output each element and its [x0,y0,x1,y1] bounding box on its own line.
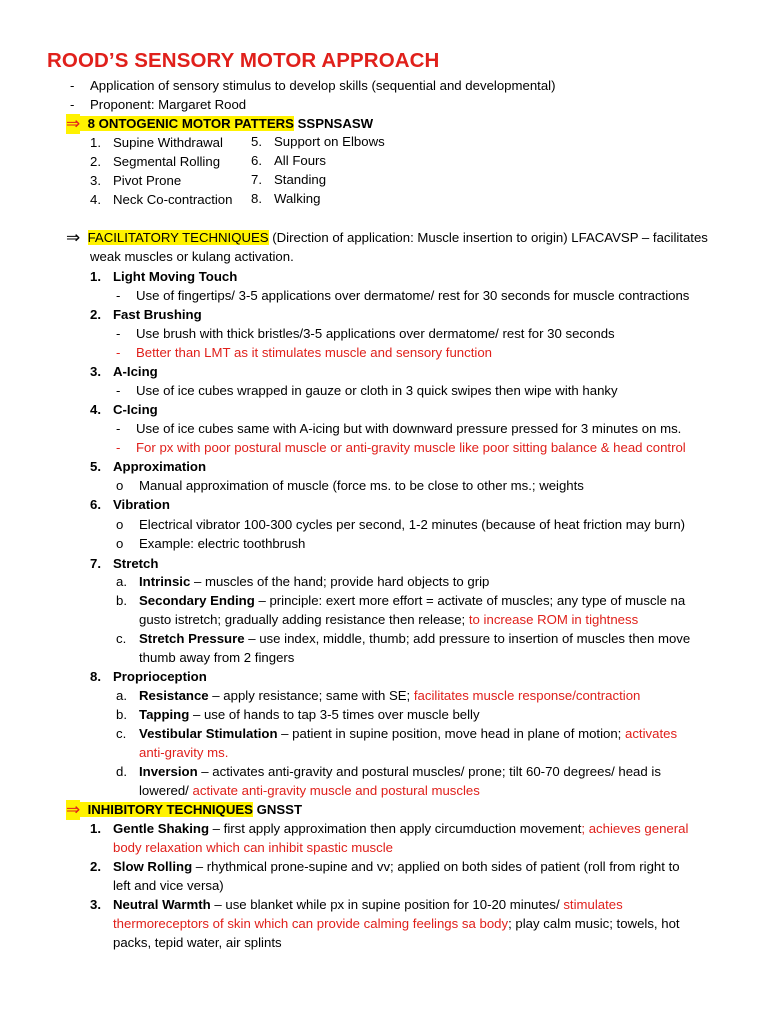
list-letter: c. [116,631,127,646]
list-number: 6. [90,497,101,512]
technique-detail: Use brush with thick bristles/3-5 applications over dermatome/ rest for 30 seconds [136,326,615,341]
list-number: 7. [90,556,101,571]
technique-note: For px with poor postural muscle or anti-gravity muscle like poor sitting balance & head control [136,440,686,455]
sub-technique-text: – principle: exert more effort = activate of muscles; any type of muscle na [254,593,686,608]
list-letter: c. [116,726,127,741]
technique-detail: Manual approximation of muscle (force ms. to be close to other ms.; weights [139,478,584,493]
technique-detail: Example: electric toothbrush [139,536,306,551]
list-letter: b. [116,593,127,608]
sub-technique-text: lowered/ [139,783,193,798]
dash-bullet: - [116,345,121,360]
circle-bullet: o [116,517,124,532]
list-item: All Fours [274,153,327,168]
technique-title: Proprioception [113,669,207,684]
technique-title: Light Moving Touch [113,269,238,284]
list-number: 7. [251,172,262,187]
inhibitory-technique [113,820,688,837]
sub-technique [139,592,685,609]
sub-technique-note: anti-gravity ms. [139,745,229,760]
sub-technique-text: – activates anti-gravity and postural muscles/ prone; tilt 60-70 degrees/ head is [197,764,661,779]
list-item: Support on Elbows [274,134,385,149]
technique-text: – first apply approximation then apply circumduction movement [209,821,582,836]
sub-technique-term: Intrinsic [139,574,191,589]
sub-technique-text: – use index, middle, thumb; add pressure to insertion of muscles then move [244,631,691,646]
dash-bullet: - [70,78,75,93]
list-item: Supine Withdrawal [113,135,223,150]
list-item: Pivot Prone [113,173,182,188]
sub-technique [139,763,661,780]
list-item: Neck Co-contraction [113,192,233,207]
list-number: 2. [90,154,101,169]
list-number: 5. [90,459,101,474]
list-item: Walking [274,191,321,206]
circle-bullet: o [116,478,124,493]
technique-note: ; achieves general [581,821,689,836]
list-number: 1. [90,135,101,150]
inhibitory-technique-continued [113,915,680,932]
document-title: ROOD’S SENSORY MOTOR APPROACH [47,49,440,72]
sub-technique-term: Resistance [139,688,209,703]
technique-title: Stretch [113,556,159,571]
section-description: (Direction of application: Muscle insertion to origin) LFACAVSP – facilitates [268,230,708,245]
list-item: Standing [274,172,327,187]
technique-note: stimulates [563,897,623,912]
dash-bullet: - [116,440,121,455]
sub-technique-continued [139,782,480,799]
technique-note: Better than LMT as it stimulates muscle and sensory function [136,345,492,360]
sub-technique-continued [139,611,638,628]
technique-detail: Electrical vibrator 100-300 cycles per second, 1-2 minutes (because of heat friction may burn) [139,517,686,532]
arrow-icon: ⇒ [66,800,81,820]
technique-text: ; play calm music; towels, hot [508,916,680,931]
sub-technique-text: – apply resistance; same with SE; [208,688,414,703]
inhibitory-heading-line [66,801,302,819]
intro-line: Proponent: Margaret Rood [90,97,247,112]
technique-term: Slow Rolling [113,859,193,874]
arrow-icon: ⇒ [66,114,81,134]
sub-technique [139,687,640,704]
list-number: 3. [90,364,101,379]
technique-title: A-Icing [113,364,158,379]
sub-technique-text: thumb away from 2 fingers [139,650,295,665]
circle-bullet: o [116,536,124,551]
sub-technique-text: – muscles of the hand; provide hard objects to grip [190,574,490,589]
technique-term: Gentle Shaking [113,821,209,836]
list-number: 8. [90,669,101,684]
technique-title: Vibration [113,497,170,512]
technique-text: packs, tepid water, air splints [113,935,282,950]
mnemonic: GNSST [252,802,303,817]
inhibitory-technique [113,858,680,875]
sub-technique [139,630,690,647]
list-number: 8. [251,191,262,206]
sub-technique-note: to increase ROM in tightness [468,612,639,627]
technique-title: C-Icing [113,402,158,417]
sub-technique-term: Secondary Ending [139,593,255,608]
list-number: 6. [251,153,262,168]
sub-technique-term: Inversion [139,764,198,779]
list-item: Segmental Rolling [113,154,221,169]
arrow-icon: ⇒ [66,228,81,248]
list-number: 1. [90,269,101,284]
inhibitory-technique [113,896,623,913]
technique-term: Neutral Warmth [113,897,211,912]
list-number: 1. [90,821,101,836]
sub-technique-text: – use of hands to tap 3-5 times over muscle belly [189,707,480,722]
sub-technique [139,706,480,723]
list-letter: d. [116,764,127,779]
sub-technique-term: Stretch Pressure [139,631,245,646]
technique-detail: Use of ice cubes wrapped in gauze or cloth in 3 quick swipes then wipe with hanky [136,383,618,398]
technique-detail: Use of ice cubes same with A-icing but with downward pressure pressed for 3 minutes on ms. [136,421,682,436]
sub-technique-term: Tapping [139,707,190,722]
facilitatory-heading-line [66,229,708,247]
sub-technique-text: gusto istretch; gradually adding resistance then release; [139,612,469,627]
section-heading: 8 ONTOGENIC MOTOR PATTERS [87,116,294,131]
section-heading: INHIBITORY TECHNIQUES [87,802,253,817]
sub-technique-note: activate anti-gravity muscle and postural muscles [192,783,480,798]
sub-technique-text: – patient in supine position, move head in plane of motion; [277,726,625,741]
dash-bullet: - [70,97,75,112]
ontogenic-heading-line [66,115,373,133]
mnemonic: SSPNSASW [293,116,374,131]
dash-bullet: - [116,326,121,341]
technique-title: Approximation [113,459,207,474]
sub-technique [139,725,677,742]
section-heading: FACILITATORY TECHNIQUES [87,230,269,245]
sub-technique-note: activates [625,726,678,741]
list-number: 2. [90,307,101,322]
intro-line: Application of sensory stimulus to develop skills (sequential and developmental) [90,78,556,93]
technique-note: body relaxation which can inhibit spastic muscle [113,840,394,855]
list-number: 5. [251,134,262,149]
list-number: 4. [90,402,101,417]
technique-title: Fast Brushing [113,307,202,322]
sub-technique-term: Vestibular Stimulation [139,726,278,741]
technique-text: – use blanket while px in supine position for 10-20 minutes/ [210,897,564,912]
technique-text: – rhythmical prone-supine and vv; applied on both sides of patient (roll from right to [192,859,680,874]
list-number: 3. [90,897,101,912]
list-number: 2. [90,859,101,874]
list-number: 3. [90,173,101,188]
list-letter: a. [116,574,127,589]
sub-technique-note: facilitates muscle response/contraction [413,688,641,703]
sub-technique [139,573,489,590]
section-description: weak muscles or kulang activation. [90,249,294,264]
list-letter: b. [116,707,127,722]
list-number: 4. [90,192,101,207]
technique-note: thermoreceptors of skin which can provide calming feelings sa body [113,916,509,931]
dash-bullet: - [116,288,121,303]
dash-bullet: - [116,383,121,398]
list-letter: a. [116,688,127,703]
technique-detail: Use of fingertips/ 3-5 applications over dermatome/ rest for 30 seconds for muscle contractions [136,288,690,303]
technique-text: left and vice versa) [113,878,224,893]
dash-bullet: - [116,421,121,436]
